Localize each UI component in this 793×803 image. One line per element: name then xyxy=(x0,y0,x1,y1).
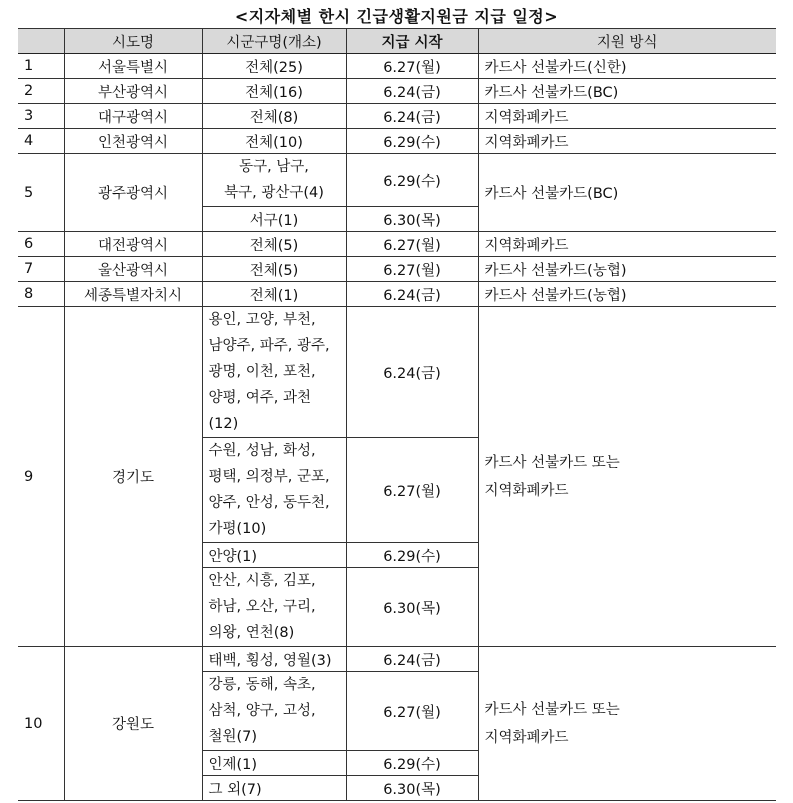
start-date: 6.27(월) xyxy=(346,232,478,257)
table-row xyxy=(18,104,776,129)
subregion-line: 광명, 이천, 포천, xyxy=(208,364,316,380)
start-date: 6.24(금) xyxy=(346,307,478,438)
region-name: 울산광역시 xyxy=(64,257,202,282)
subregion xyxy=(202,438,346,543)
subregion-line: 동구, 남구, xyxy=(239,159,309,175)
start-date: 6.27(월) xyxy=(346,54,478,79)
row-number: 3 xyxy=(18,104,64,129)
subregion: 서구(1) xyxy=(202,207,346,232)
row-number: 8 xyxy=(18,282,64,307)
start-date: 6.24(금) xyxy=(346,282,478,307)
subregion-line: 수원, 성남, 화성, xyxy=(208,443,316,459)
subregion-line: 가평(10) xyxy=(208,521,267,537)
start-date: 6.29(수) xyxy=(346,543,478,568)
start-date: 6.29(수) xyxy=(346,129,478,154)
table-row xyxy=(18,154,776,207)
subregion xyxy=(202,672,346,751)
subregion: 전체(16) xyxy=(202,79,346,104)
start-date: 6.30(목) xyxy=(346,568,478,647)
row-number: 7 xyxy=(18,257,64,282)
region-name: 세종특별자치시 xyxy=(64,282,202,307)
support-method: 카드사 선불카드(BC) xyxy=(478,154,776,232)
row-number: 1 xyxy=(18,54,64,79)
subregion-line: 남양주, 파주, 광주, xyxy=(208,338,330,354)
header-row xyxy=(18,29,776,54)
header-no xyxy=(18,29,64,54)
table-row xyxy=(18,79,776,104)
subregion-line: 용인, 고양, 부천, xyxy=(208,312,316,328)
support-method: 지역화폐카드 xyxy=(478,232,776,257)
header-start-date: 지급 시작 xyxy=(346,29,478,54)
row-number: 2 xyxy=(18,79,64,104)
subregion: 그 외(7) xyxy=(202,776,346,801)
start-date: 6.27(월) xyxy=(346,438,478,543)
method-line: 지역화폐카드 xyxy=(484,482,569,499)
region-name: 경기도 xyxy=(64,307,202,647)
region-name: 대구광역시 xyxy=(64,104,202,129)
subregion: 전체(5) xyxy=(202,232,346,257)
support-method: 카드사 선불카드(농협) xyxy=(478,282,776,307)
row-number: 9 xyxy=(18,307,64,647)
support-method xyxy=(478,647,776,801)
subregion-line: 양주, 안성, 동두천, xyxy=(208,495,330,511)
page-title: <지자체별 한시 긴급생활지원금 지급 일정> xyxy=(234,7,559,26)
start-date: 6.24(금) xyxy=(346,79,478,104)
start-date: 6.24(금) xyxy=(346,647,478,672)
region-name: 광주광역시 xyxy=(64,154,202,232)
table-row xyxy=(18,282,776,307)
region-name: 강원도 xyxy=(64,647,202,801)
table-row xyxy=(18,54,776,79)
support-method: 카드사 선불카드(신한) xyxy=(478,54,776,79)
subregion xyxy=(202,154,346,207)
subregion: 인제(1) xyxy=(202,751,346,776)
start-date: 6.29(수) xyxy=(346,751,478,776)
subregion: 전체(25) xyxy=(202,54,346,79)
row-number: 4 xyxy=(18,129,64,154)
header-region: 시도명 xyxy=(64,29,202,54)
subregion-line: 의왕, 연천(8) xyxy=(208,625,295,641)
region-name: 대전광역시 xyxy=(64,232,202,257)
row-number: 10 xyxy=(18,647,64,801)
region-name: 부산광역시 xyxy=(64,79,202,104)
start-date: 6.24(금) xyxy=(346,104,478,129)
subregion-line: 북구, 광산구(4) xyxy=(224,185,324,201)
support-method: 카드사 선불카드(농협) xyxy=(478,257,776,282)
subregion-line: 안산, 시흥, 김포, xyxy=(208,573,316,589)
start-date: 6.27(월) xyxy=(346,257,478,282)
support-method: 지역화폐카드 xyxy=(478,104,776,129)
start-date: 6.27(월) xyxy=(346,672,478,751)
table-row xyxy=(18,647,776,672)
region-name: 인천광역시 xyxy=(64,129,202,154)
table-row xyxy=(18,232,776,257)
subregion-line: 양평, 여주, 과천(12) xyxy=(208,390,311,432)
subregion: 전체(1) xyxy=(202,282,346,307)
header-subregion: 시군구명(개소) xyxy=(202,29,346,54)
header-method: 지원 방식 xyxy=(478,29,776,54)
table-row xyxy=(18,307,776,438)
method-line: 카드사 선불카드 또는 xyxy=(484,701,620,718)
subregion: 전체(8) xyxy=(202,104,346,129)
row-number: 5 xyxy=(18,154,64,232)
subregion-line: 삼척, 양구, 고성, xyxy=(208,703,316,719)
schedule-table xyxy=(18,28,776,801)
subregion-line: 하남, 오산, 구리, xyxy=(208,599,316,615)
support-method xyxy=(478,307,776,647)
table-row xyxy=(18,129,776,154)
subregion-line: 강릉, 동해, 속초, xyxy=(208,677,316,693)
subregion xyxy=(202,307,346,438)
method-line: 카드사 선불카드 또는 xyxy=(484,454,620,471)
start-date: 6.30(목) xyxy=(346,207,478,232)
subregion: 태백, 횡성, 영월(3) xyxy=(202,647,346,672)
start-date: 6.30(목) xyxy=(346,776,478,801)
subregion: 전체(10) xyxy=(202,129,346,154)
subregion: 전체(5) xyxy=(202,257,346,282)
method-line: 지역화폐카드 xyxy=(484,729,569,746)
support-method: 지역화폐카드 xyxy=(478,129,776,154)
subregion-line: 평택, 의정부, 군포, xyxy=(208,469,330,485)
subregion: 안양(1) xyxy=(202,543,346,568)
region-name: 서울특별시 xyxy=(64,54,202,79)
subregion xyxy=(202,568,346,647)
subregion-line: 철원(7) xyxy=(208,729,258,745)
row-number: 6 xyxy=(18,232,64,257)
table-row xyxy=(18,257,776,282)
start-date: 6.29(수) xyxy=(346,154,478,207)
support-method: 카드사 선불카드(BC) xyxy=(478,79,776,104)
